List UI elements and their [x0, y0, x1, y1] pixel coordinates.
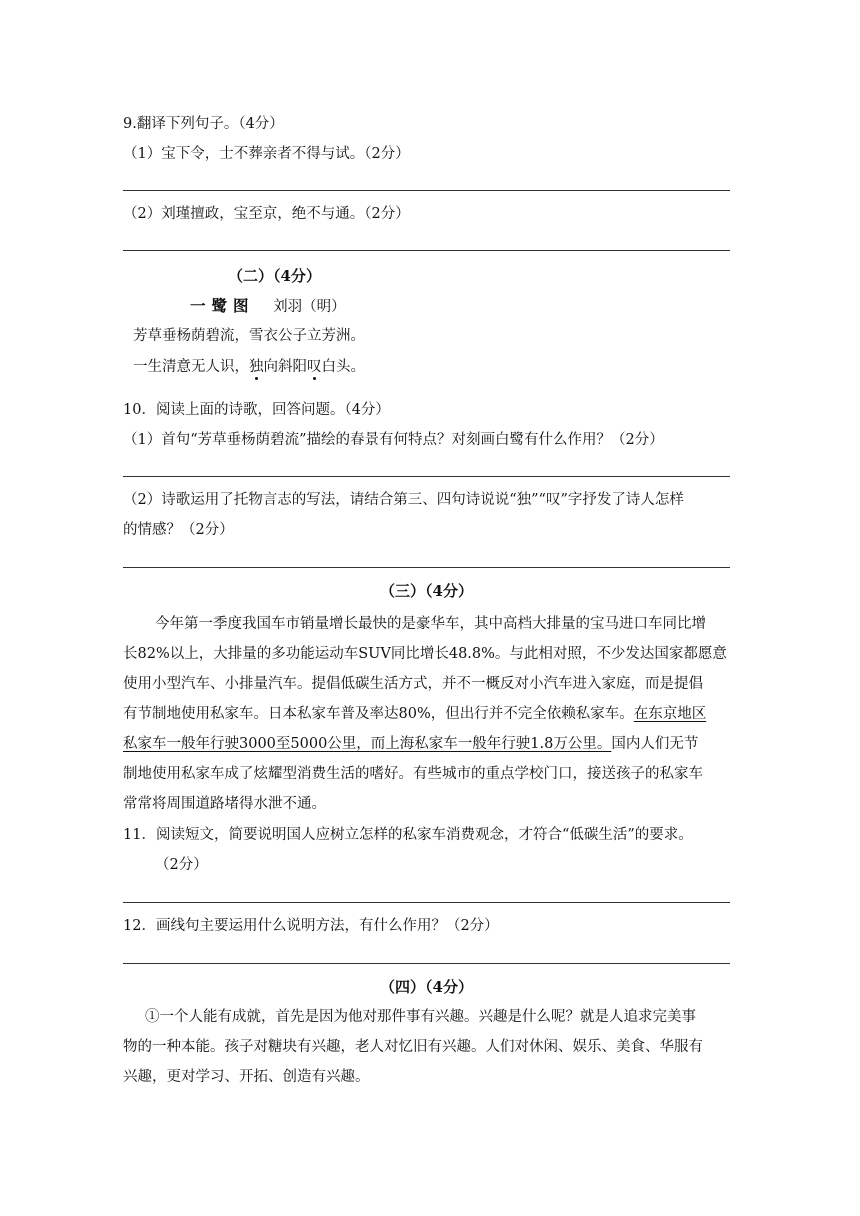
q10-sub-2-line-1: （2）诗歌运用了托物言志的写法，请结合第三、四句诗说说“独”“叹”字抒发了诗人怎样	[123, 492, 684, 508]
passage-3-line: 常常将周围道路堵得水泄不通。	[123, 796, 326, 812]
underlined-sentence: 私家车一般年行驶3000至5000公里，而上海私家车一般年行驶1.8万公里。	[123, 736, 612, 752]
passage-4-line: 兴趣，更对学习、开拓、创造有兴趣。	[123, 1069, 370, 1085]
passage-4-line: 物的一种本能。孩子对糖块有兴趣，老人对忆旧有兴趣。人们对休闲、娱乐、美食、华服有	[123, 1039, 703, 1055]
passage-3-text: 国内人们无节	[611, 736, 699, 752]
answer-line	[123, 567, 730, 568]
passage-3-line: 使用小型汽车、小排量汽车。提倡低碳生活方式，并不一概反对小汽车进入家庭，而是提倡	[123, 676, 703, 692]
answer-line	[123, 190, 730, 191]
q10-title: 10．阅读上面的诗歌，回答问题。（4分）	[123, 402, 390, 418]
poem-title: 一鹭图	[190, 297, 255, 315]
passage-3-text: 有节制地使用私家车。日本私家车普及率达80%，但出行并不完全依赖私家车。	[123, 706, 634, 722]
passage-3-line	[123, 704, 706, 724]
emphasis-tan: 叹	[307, 359, 322, 375]
q10-sub-1: （1）首句“芳草垂杨荫碧流”描绘的春景有何特点？对刻画白鹭有什么作用？（2分）	[123, 432, 664, 448]
section-4-header: （四）（4分）	[380, 978, 473, 996]
underlined-sentence: 在东京地区	[633, 706, 707, 722]
passage-3-line: 制地使用私家车成了炫耀型消费生活的嗜好。有些城市的重点学校门口，接送孩子的私家车	[123, 766, 703, 782]
poem-line-2-start: 一生清意无人识，	[133, 359, 249, 375]
passage-4-line: ①一个人能有成就，首先是因为他对那件事有兴趣。兴趣是什么呢？就是人追求完美事	[145, 1009, 696, 1025]
poem-line-2-end: 白头。	[321, 359, 365, 375]
q12-line-1: 12．画线句主要运用什么说明方法，有什么作用？（2分）	[123, 918, 499, 934]
q9-sentence-2: （2）刘瑾擅政，宝至京，绝不与通。（2分）	[123, 206, 410, 222]
poem-line-1: 芳草垂杨荫碧流，雪衣公子立芳洲。	[133, 328, 365, 344]
section-2-header: （二）（4分）	[228, 267, 321, 285]
answer-line	[123, 902, 730, 903]
q9-title: 9.翻译下列句子。（4分）	[123, 116, 284, 132]
poem-line-2-mid: 向斜阳	[263, 359, 307, 375]
emphasis-du: 独	[249, 359, 264, 375]
passage-3-line: 今年第一季度我国车市销量增长最快的是豪华车，其中高档大排量的宝马进口车同比增	[155, 616, 706, 632]
poem-heading	[190, 296, 346, 317]
passage-3-line: 长82%以上，大排量的多功能运动车SUV同比增长48.8%。与此相对照，不少发达国家都愿意	[123, 646, 727, 662]
answer-line	[123, 476, 730, 477]
q9-sentence-1: （1）宝下令，士不葬亲者不得与试。（2分）	[123, 146, 410, 162]
poem-line-2	[133, 357, 365, 377]
answer-line	[123, 250, 730, 251]
answer-line	[123, 963, 730, 964]
section-3-header: （三）（4分）	[380, 582, 473, 600]
q11-line-2: （2分）	[155, 857, 208, 873]
q10-sub-2-line-2: 的情感？（2分）	[123, 522, 234, 538]
q11-line-1: 11．阅读短文，简要说明国人应树立怎样的私家车消费观念，才符合“低碳生活”的要求。	[123, 827, 693, 843]
passage-3-line	[123, 734, 698, 754]
poem-author: 刘羽（明）	[273, 299, 346, 315]
